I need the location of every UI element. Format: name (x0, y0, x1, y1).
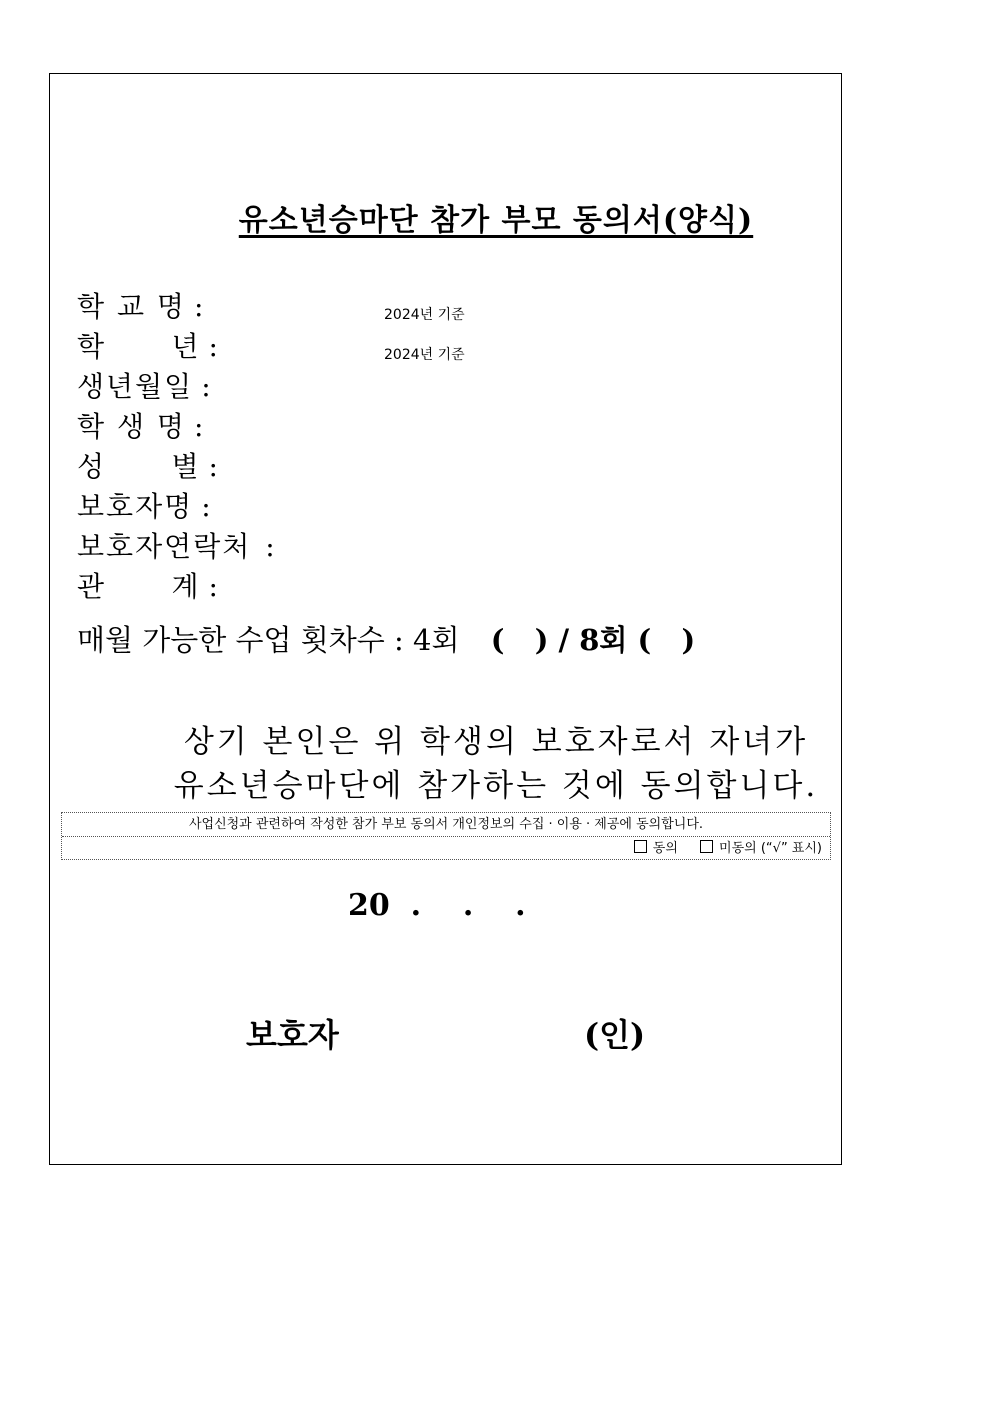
disagree-option[interactable]: 미동의 (“√” 표시) (700, 837, 822, 860)
field-label: 관 계 (77, 570, 201, 603)
privacy-consent-box (61, 812, 831, 860)
field-label: 학 년 (77, 330, 201, 363)
field-label: 학 교 명 (77, 290, 186, 323)
consent-statement-line2: 유소년승마단에 참가하는 것에 동의합니다. (173, 768, 819, 804)
field-grade: 학 년 : (77, 330, 218, 363)
disagree-checkbox[interactable] (700, 840, 713, 853)
field-label: 생년월일 (77, 370, 194, 403)
field-note: 2024년 기준 (384, 307, 465, 323)
date-line: 20 . . . (348, 888, 526, 923)
frequency-label: 매월 가능한 수업 횟차수 : 4회 (77, 623, 460, 657)
consent-statement-line1: 상기 본인은 위 학생의 보호자로서 자녀가 (183, 724, 809, 760)
field-label: 보호자명 (77, 490, 194, 523)
field-school-name: 학 교 명 : (77, 290, 204, 323)
guardian-label: 보호자 (246, 1016, 339, 1054)
field-relationship: 관 계 : (77, 570, 218, 603)
field-label: 학 생 명 (77, 410, 186, 443)
field-guardian-name: 보호자명 : (77, 490, 211, 523)
field-gender: 성 별 : (77, 450, 218, 483)
monthly-frequency (77, 622, 695, 658)
field-label: 보호자연락처 (77, 530, 252, 563)
field-note: 2024년 기준 (384, 347, 465, 363)
seal-label: (인) (584, 1016, 646, 1054)
agree-option[interactable]: 동의 (634, 837, 678, 860)
privacy-text: 사업신청과 관련하여 작성한 참가 부보 동의서 개인정보의 수집 · 이용 · 제공에 동의합니다. (62, 813, 830, 837)
field-label: 성 별 (77, 450, 201, 483)
field-guardian-contact: 보호자연락처 : (77, 530, 275, 563)
frequency-options: ( ) / 8회 ( ) (490, 623, 696, 657)
field-student-name: 학 생 명 : (77, 410, 204, 443)
document-title: 유소년승마단 참가 부모 동의서(양식) (238, 203, 754, 238)
agree-checkbox[interactable] (634, 840, 647, 853)
privacy-options (62, 837, 830, 860)
field-birthdate: 생년월일 : (77, 370, 211, 403)
